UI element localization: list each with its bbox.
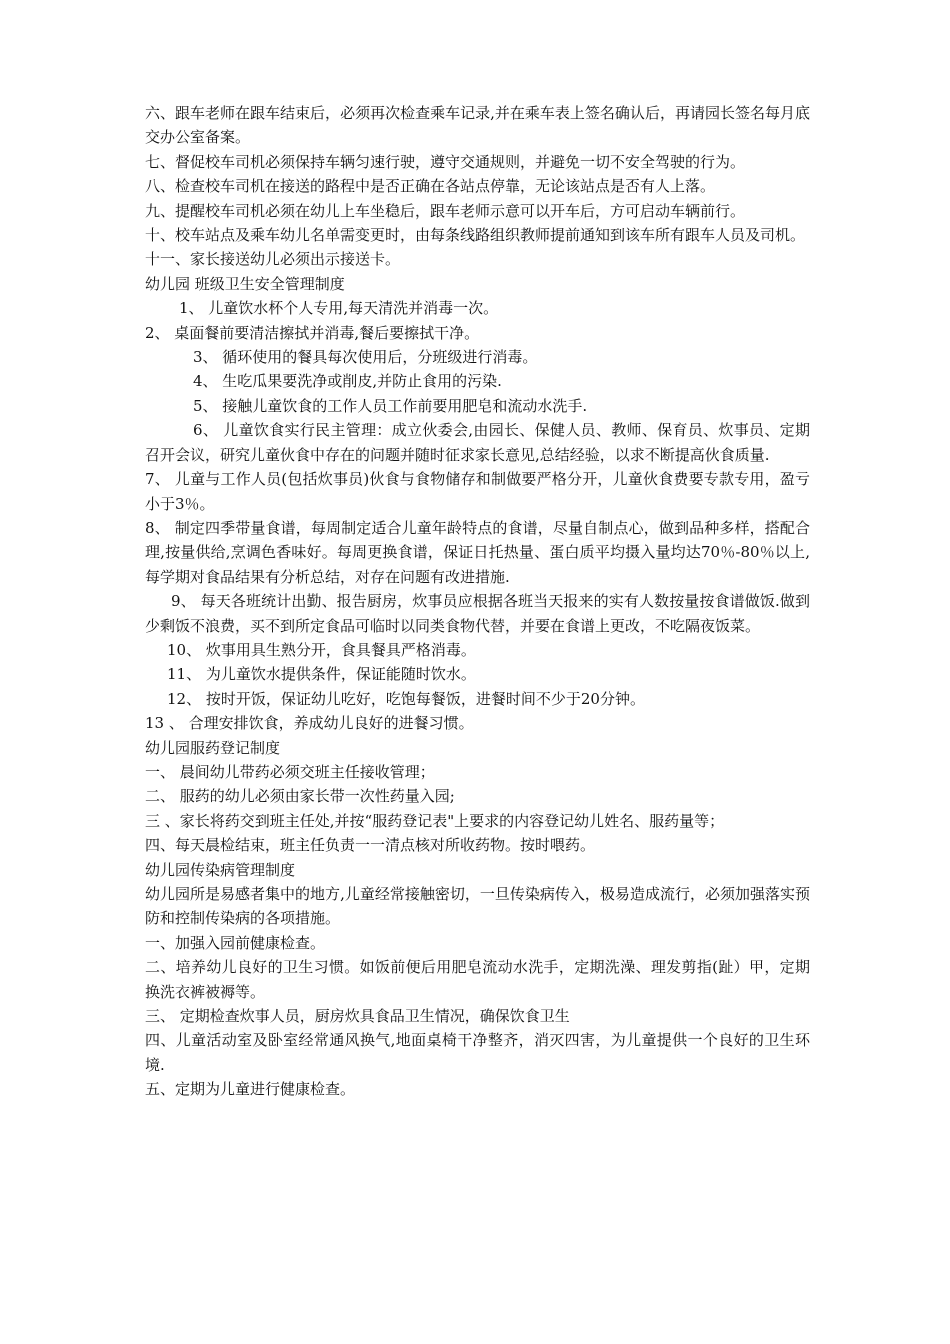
hygiene-item-1: 1、 儿童饮水杯个人专用,每天清洗并消毒一次。 bbox=[179, 299, 499, 318]
document-page bbox=[145, 101, 810, 1102]
hygiene-item-9: 9、 每天各班统计出勤、报告厨房，炊事员应根据各班当天报来的实有人数按量按食谱做饭.做到少剩饭不浪费，买不到所定食品可临时以同类食物代替，并要在食谱上更改，不吃隔夜饭菜。 bbox=[145, 592, 810, 635]
infectious-item-5: 五、定期为儿童进行健康检查。 bbox=[145, 1080, 356, 1099]
hygiene-item-4: 4、 生吃瓜果要洗净或削皮,并防止食用的污染. bbox=[193, 372, 502, 391]
hygiene-item-5: 5、 接触儿童饮食的工作人员工作前要用肥皂和流动水洗手. bbox=[193, 396, 588, 415]
paragraph-6: 六、跟车老师在跟车结束后，必须再次检查乘车记录,并在乘车表上签名确认后，再请园长签名每月底交办公室备案。 bbox=[145, 104, 810, 147]
infectious-intro: 幼儿园所是易感者集中的地方,儿童经常接触密切，一旦传染病传入，极易造成流行，必须加强落实预防和控制传染病的各项措施。 bbox=[145, 885, 810, 928]
section-title-infectious-disease: 幼儿园传染病管理制度 bbox=[145, 860, 296, 879]
medication-item-1: 一、 晨间幼儿带药必须交班主任接收管理； bbox=[145, 762, 435, 781]
medication-item-4: 四、每天晨检结束，班主任负责一一清点核对所收药物。按时喂药。 bbox=[145, 836, 596, 855]
paragraph-7: 七、督促校车司机必须保持车辆匀速行驶，遵守交通规则，并避免一切不安全驾驶的行为。 bbox=[145, 152, 746, 171]
hygiene-item-2: 2、 桌面餐前要清洁擦拭并消毒,餐后要擦拭干净。 bbox=[145, 323, 480, 342]
paragraph-10: 十、校车站点及乘车幼儿名单需变更时，由每条线路组织教师提前通知到该车所有跟车人员及司机。 bbox=[145, 226, 806, 245]
infectious-item-2: 二、培养幼儿良好的卫生习惯。如饭前便后用肥皂流动水洗手，定期洗澡、理发剪指(趾）甲，定期换洗衣裤被褥等。 bbox=[145, 958, 810, 1001]
paragraph-9: 九、提醒校车司机必须在幼儿上车坐稳后，跟车老师示意可以开车后，方可启动车辆前行。 bbox=[145, 201, 746, 220]
paragraph-8: 八、检查校车司机在接送的路程中是否正确在各站点停靠，无论该站点是否有人上落。 bbox=[145, 177, 716, 196]
hygiene-item-3: 3、 循环使用的餐具每次使用后，分班级进行消毒。 bbox=[193, 348, 538, 367]
medication-item-2: 二、 服药的幼儿必须由家长带一次性药量入园; bbox=[145, 787, 455, 806]
section-title-class-hygiene: 幼儿园 班级卫生安全管理制度 bbox=[145, 274, 345, 293]
hygiene-item-10: 10、 炊事用具生熟分开，食具餐具严格消毒。 bbox=[167, 640, 476, 659]
hygiene-item-11: 11、 为儿童饮水提供条件，保证能随时饮水。 bbox=[167, 665, 476, 684]
hygiene-item-7: 7、 儿童与工作人员(包括炊事员)伙食与食物储存和制做要严格分开，儿童伙食费要专款专用，盈亏小于3％。 bbox=[145, 470, 810, 513]
medication-item-3: 三 、家长将药交到班主任处,并按“服药登记表"上要求的内容登记幼儿姓名、服药量等； bbox=[145, 811, 725, 830]
section-title-medication: 幼儿园服药登记制度 bbox=[145, 738, 281, 757]
hygiene-item-8: 8、 制定四季带量食谱，每周制定适合儿童年龄特点的食谱，尽量自制点心，做到品种多样，搭配合理,按量供给,烹调色香味好。每周更换食谱，保证日托热量、蛋白质平均摄入量均达70％-80％以上,每学期对食品结果有分析总结，对存在问题有改进措施. bbox=[145, 518, 810, 586]
paragraph-11: 十一、家长接送幼儿必须出示接送卡。 bbox=[145, 250, 401, 269]
infectious-item-3: 三、 定期检查炊事人员，厨房炊具食品卫生情况，确保饮食卫生 bbox=[145, 1007, 570, 1026]
hygiene-item-6: 6、 儿童饮食实行民主管理：成立伙委会,由园长、保健人员、教师、保育员、炊事员、定期召开会议，研究儿童伙食中存在的问题并随时征求家长意见,总结经验，以求不断提高伙食质量. bbox=[145, 421, 810, 464]
hygiene-item-13: 13 、 合理安排饮食，养成幼儿良好的进餐习惯。 bbox=[145, 714, 474, 733]
hygiene-item-12: 12、 按时开饭，保证幼儿吃好，吃饱每餐饭，进餐时间不少于20分钟。 bbox=[167, 689, 645, 708]
infectious-item-4: 四、儿童活动室及卧室经常通风换气,地面桌椅干净整齐，消灭四害，为儿童提供一个良好的卫生环境. bbox=[145, 1031, 810, 1074]
infectious-item-1: 一、加强入园前健康检查。 bbox=[145, 933, 326, 952]
